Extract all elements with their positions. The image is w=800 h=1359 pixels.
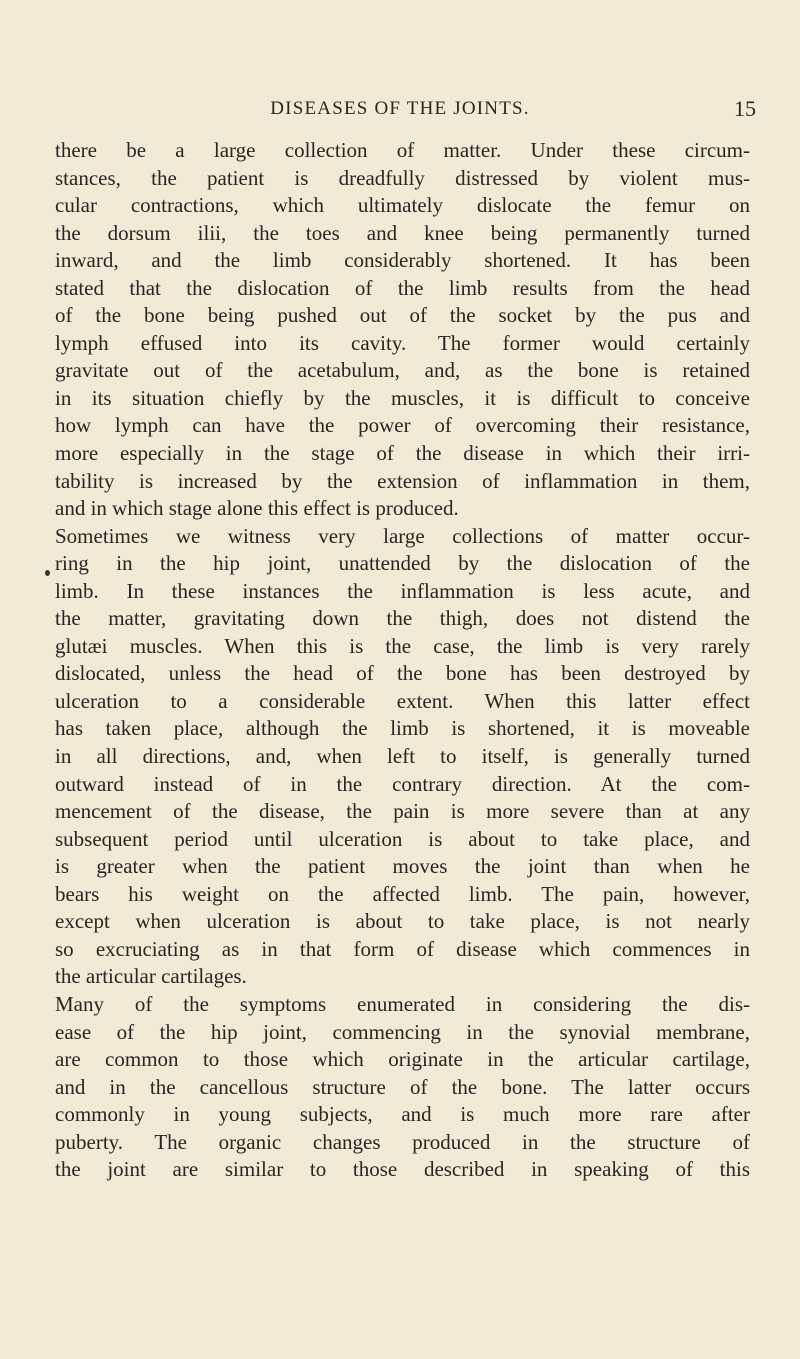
text-line: mencement of the disease, the pain is more severe than at any xyxy=(55,799,750,824)
text-line: stances, the patient is dreadfully distressed by violent mus- xyxy=(55,165,750,190)
text-line: inward, and the limb considerably shortened. It has been xyxy=(55,248,750,273)
text-line: stated that the dislocation of the limb results from the head xyxy=(55,275,750,300)
text-line: ring in the hip joint, unattended by the dislocation of the xyxy=(55,551,750,576)
text-line: are common to those which originate in the articular cartilage, xyxy=(55,1047,750,1072)
text-line: how lymph can have the power of overcoming their resistance, xyxy=(55,413,750,438)
body-text xyxy=(55,137,750,1184)
text-line: has taken place, although the limb is shortened, it is moveable xyxy=(55,716,750,741)
text-line: the matter, gravitating down the thigh, does not distend the xyxy=(55,606,750,631)
text-line: and in which stage alone this effect is produced. xyxy=(55,496,459,521)
text-line: except when ulceration is about to take place, is not nearly xyxy=(55,909,750,934)
text-line: limb. In these instances the inflammation is less acute, and xyxy=(55,578,750,603)
text-line: in all directions, and, when left to itself, is generally turned xyxy=(55,744,750,769)
text-line: the joint are similar to those described in speaking of this xyxy=(55,1157,750,1182)
text-line: lymph effused into its cavity. The former would certainly xyxy=(55,330,750,355)
text-line: glutæi muscles. When this is the case, the limb is very rarely xyxy=(55,633,750,658)
text-line: tability is increased by the extension of inflammation in them, xyxy=(55,468,750,493)
text-line: more especially in the stage of the disease in which their irri- xyxy=(55,441,750,466)
text-line: the articular cartilages. xyxy=(55,964,247,989)
text-line: in its situation chiefly by the muscles, it is difficult to conceive xyxy=(55,385,750,410)
text-line: gravitate out of the acetabulum, and, as the bone is retained xyxy=(55,358,750,383)
text-line: dislocated, unless the head of the bone has been destroyed by xyxy=(55,661,750,686)
running-head xyxy=(40,96,760,126)
text-line: and in the cancellous structure of the bone. The latter occurs xyxy=(55,1074,750,1099)
text-line: Many of the symptoms enumerated in considering the dis- xyxy=(55,991,750,1016)
text-line: of the bone being pushed out of the socket by the pus and xyxy=(55,303,750,328)
page-number: 15 xyxy=(734,96,756,121)
text-line: bears his weight on the affected limb. The pain, however, xyxy=(55,881,750,906)
text-line: outward instead of in the contrary direction. At the com- xyxy=(55,771,750,796)
text-line: Sometimes we witness very large collections of matter occur- xyxy=(55,523,750,548)
text-line: puberty. The organic changes produced in the structure of xyxy=(55,1129,750,1154)
ink-speck xyxy=(45,570,50,576)
text-line: ulceration to a considerable extent. When this latter effect xyxy=(55,688,750,713)
text-line: there be a large collection of matter. Under these circum- xyxy=(55,138,750,162)
running-title: DISEASES OF THE JOINTS. xyxy=(270,98,530,119)
text-line: ease of the hip joint, commencing in the synovial membrane, xyxy=(55,1019,750,1044)
text-line: the dorsum ilii, the toes and knee being permanently turned xyxy=(55,220,750,245)
text-line: so excruciating as in that form of disease which commences in xyxy=(55,936,750,961)
text-line: is greater when the patient moves the joint than when he xyxy=(55,854,750,879)
text-line: cular contractions, which ultimately dislocate the femur on xyxy=(55,193,750,218)
text-line: commonly in young subjects, and is much more rare after xyxy=(55,1102,750,1127)
text-line: subsequent period until ulceration is about to take place, and xyxy=(55,826,750,851)
